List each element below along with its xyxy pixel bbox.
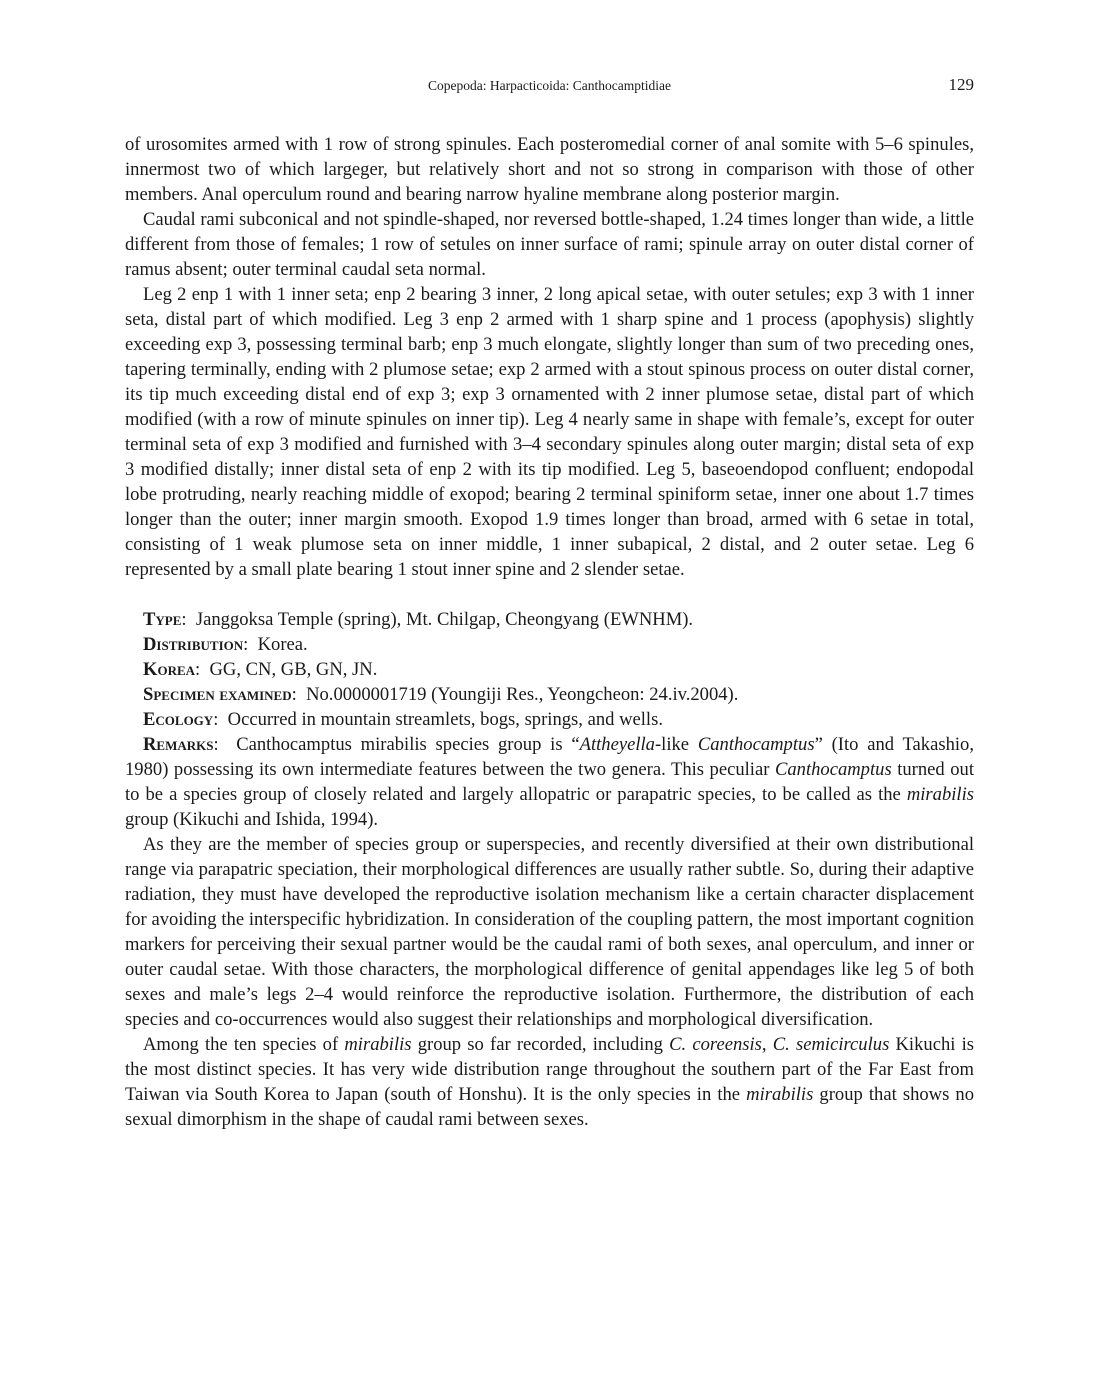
- ecology-label: Ecology: [143, 709, 214, 730]
- paragraph-urosomites: of urosomites armed with 1 row of strong spinules. Each posteromedial corner of anal somite with 5–6 spinules, innermost two of which largeger, but relatively short and not so strong in comparison with those of other members. Anal operculum round and bearing narrow hyaline membrane along posterior margin.: [125, 134, 974, 205]
- specimen-record: Specimen examined: No.0000001719 (Youngiji Res., Yeongcheon: 24.iv.2004).: [143, 684, 739, 705]
- korea-label: Korea: [143, 659, 196, 680]
- type-label: Type: [143, 609, 182, 630]
- korea-value: GG, CN, GB, GN, JN.: [209, 659, 378, 680]
- type-record: Type: Janggoksa Temple (spring), Mt. Chilgap, Cheongyang (EWNHM).: [143, 609, 694, 630]
- body-text: [125, 132, 974, 1132]
- ecology-record: Ecology: Occurred in mountain streamlets, bogs, springs, and wells.: [143, 709, 663, 730]
- paragraph-legs: Leg 2 enp 1 with 1 inner seta; enp 2 bearing 3 inner, 2 long apical setae, with outer setules; exp 3 with 1 inner seta, distal part of which modified. Leg 3 enp 2 armed with 1 sharp spine and 1 process (apophysis) slightly exceeding exp 3, possessing terminal barb; enp 3 much elongate, slightly longer than sum of two preceding ones, tapering terminally, ending with 2 plumose setae; exp 2 armed with a stout spinous process on outer distal corner, its tip much exceeding distal end of exp 3; exp 3 ornamented with 2 inner plumose setae, distal part of which modified (with a row of minute spinules on inner tip). Leg 4 nearly same in shape with female’s, except for outer terminal seta of exp 3 modified and furnished with 3–4 secondary spinules along outer margin; distal seta of exp 3 modified distally; inner distal seta of enp 2 with its tip modified. Leg 5, baseoendopod confluent; endopodal lobe protruding, nearly reaching middle of exopod; bearing 2 terminal spiniform setae, inner one about 1.7 times longer than the outer; inner margin smooth. Exopod 1.9 times longer than broad, armed with 6 setae in total, consisting of 1 weak plumose seta on inner middle, 1 inner subapical, 2 distal, and 2 outer setae. Leg 6 represented by a small plate bearing 1 stout inner spine and 2 slender setae.: [125, 284, 974, 580]
- paragraph-caudal-rami: Caudal rami subconical and not spindle-shaped, nor reversed bottle-shaped, 1.24 times longer than wide, a little different from those of females; 1 row of setules on inner surface of rami; spinule array on outer distal corner of ramus absent; outer terminal caudal seta normal.: [125, 209, 974, 280]
- specimen-value: No.0000001719 (Youngiji Res., Yeongcheon: 24.iv.2004).: [306, 684, 739, 705]
- distribution-value: Korea.: [257, 634, 308, 655]
- running-head: [125, 76, 974, 98]
- records-block: [125, 607, 974, 832]
- page-number: 129: [948, 75, 974, 94]
- korea-record: Korea: GG, CN, GB, GN, JN.: [143, 659, 378, 680]
- specimen-label: Specimen examined: [143, 684, 292, 705]
- remarks-label: Remarks: [143, 734, 214, 755]
- paragraph-distinct-species: Among the ten species of mirabilis group so far recorded, including C. coreensis, C. semicirculus Kikuchi is the most distinct species. It has very wide distribution range throughout the southern part of the Far East from Taiwan via South Korea to Japan (south of Honshu). It is the only species in the mirabilis group that shows no sexual dimorphism in the shape of caudal rami between sexes.: [125, 1034, 974, 1130]
- distribution-record: Distribution: Korea.: [143, 634, 308, 655]
- ecology-value: Occurred in mountain streamlets, bogs, springs, and wells.: [227, 709, 663, 730]
- distribution-label: Distribution: [143, 634, 244, 655]
- remarks-paragraph: Remarks: Canthocamptus mirabilis species group is “Attheyella-like Canthocamptus” (Ito and Takashio, 1980) possessing its own intermediate features between the two genera. This peculiar Canthocamptus turned out to be a species group of closely related and largely allopatric or parapatric species, to be called as the mirabilis group (Kikuchi and Ishida, 1994).: [125, 734, 975, 830]
- type-value: Janggoksa Temple (spring), Mt. Chilgap, Cheongyang (EWNHM).: [195, 609, 694, 630]
- paragraph-species-group: As they are the member of species group or superspecies, and recently diversified at their own distributional range via parapatric speciation, their morphological differences are usually rather subtle. So, during their adaptive radiation, they must have developed the reproductive isolation mechanism like a certain character displacement for avoiding the interspecific hybridization. In consideration of the coupling pattern, the most important cognition markers for perceiving their sexual partner would be the caudal rami of both sexes, anal operculum, and inner or outer caudal setae. With those characters, the morphological difference of genital appendages like leg 5 of both sexes and male’s legs 2–4 would reinforce the reproductive isolation. Furthermore, the distribution of each species and co-occurrences would also suggest their relationships and morphological diversification.: [125, 834, 974, 1030]
- running-title: Copepoda: Harpacticoida: Canthocamptidiae: [428, 78, 671, 93]
